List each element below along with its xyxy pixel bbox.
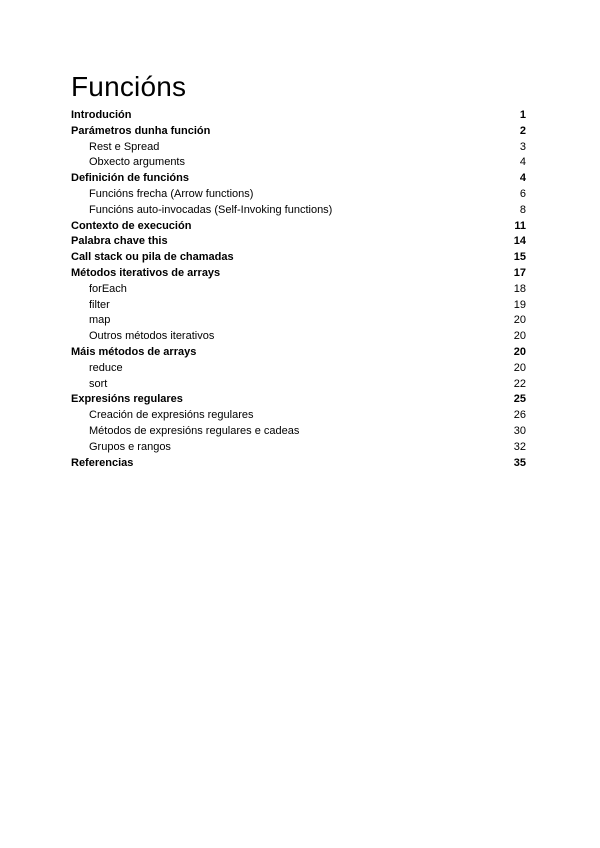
toc-entry[interactable] (71, 250, 526, 266)
toc-entry[interactable] (71, 392, 526, 408)
toc-entry[interactable] (71, 456, 526, 472)
toc-entry[interactable] (71, 124, 526, 140)
toc-page-number: 11 (514, 219, 526, 232)
toc-entry-label: Call stack ou pila de chamadas (71, 251, 234, 264)
toc-entry[interactable] (71, 203, 526, 219)
toc-entry[interactable] (71, 140, 526, 156)
toc-entry[interactable] (71, 313, 526, 329)
toc-entry-label: forEach (89, 282, 127, 295)
toc-entry[interactable] (71, 377, 526, 393)
toc-page-number: 19 (513, 298, 526, 311)
toc-entry-label: Parámetros dunha función (71, 124, 211, 137)
toc-entry[interactable] (71, 329, 526, 345)
toc-page-number: 20 (513, 345, 526, 358)
toc-page-number: 20 (513, 361, 526, 374)
toc-page-number: 17 (513, 266, 526, 279)
toc-entry-label: sort (89, 377, 108, 390)
toc-entry-label: filter (89, 298, 110, 311)
toc-page-number: 1 (519, 109, 526, 121)
toc-page-number: 20 (513, 330, 526, 343)
toc-page-number: 8 (519, 203, 526, 216)
toc-page-number: 4 (519, 172, 526, 185)
toc-page-number: 35 (513, 456, 526, 469)
toc-entry-label: Funcións frecha (Arrow functions) (89, 187, 254, 200)
toc-entry[interactable] (71, 282, 526, 298)
toc-entry[interactable] (71, 234, 526, 250)
toc-entry[interactable] (71, 155, 526, 171)
toc-entry-label: map (89, 314, 111, 327)
toc-entry-label: Referencias (71, 456, 134, 469)
toc-entry-label: Outros métodos iterativos (89, 330, 215, 343)
toc-entry-label: Obxecto arguments (89, 156, 185, 169)
toc-entry[interactable] (71, 108, 526, 124)
toc-page-number: 6 (519, 187, 526, 200)
toc-entry-label: Contexto de execución (71, 219, 192, 232)
toc-entry-label: Métodos iterativos de arrays (71, 266, 221, 279)
toc-entry[interactable] (71, 345, 526, 361)
toc-entry[interactable] (71, 266, 526, 282)
toc-page-number: 30 (513, 424, 526, 437)
toc-entry[interactable] (71, 440, 526, 456)
toc-page-number: 15 (513, 251, 526, 264)
toc-page-number: 14 (513, 235, 526, 248)
toc-entry[interactable] (71, 171, 526, 187)
toc-page-number: 26 (513, 409, 526, 422)
toc-entry[interactable] (71, 187, 526, 203)
toc-page-number: 20 (513, 314, 526, 327)
document-title: Funcións (71, 71, 187, 102)
toc-entry-label: reduce (89, 361, 123, 374)
toc-entry-label: Rest e Spread (89, 140, 160, 153)
toc-entry-label: Introdución (71, 109, 132, 121)
toc-entry[interactable] (71, 424, 526, 440)
toc-page-number: 4 (519, 156, 526, 169)
toc-entry-label: Creación de expresións regulares (89, 409, 254, 422)
toc-page-number: 25 (513, 393, 526, 406)
toc-entry[interactable] (71, 298, 526, 314)
toc-entry[interactable] (71, 361, 526, 377)
toc-entry-label: Expresións regulares (71, 393, 183, 406)
toc-entry-label: Máis métodos de arrays (71, 345, 197, 358)
toc-page-number: 3 (519, 140, 526, 153)
toc-entry-label: Funcións auto-invocadas (Self-Invoking functions) (89, 203, 333, 216)
toc-entry-label: Definición de funcións (71, 172, 189, 185)
toc-page-number: 2 (519, 124, 526, 137)
toc-entry[interactable] (71, 219, 526, 235)
toc-entry-label: Grupos e rangos (89, 440, 171, 453)
toc-entry-label: Métodos de expresións regulares e cadeas (89, 424, 300, 437)
toc-page-number: 18 (513, 282, 526, 295)
toc-page-number: 32 (513, 440, 526, 453)
table-of-contents (71, 108, 526, 471)
toc-entry-label: Palabra chave this (71, 235, 168, 248)
toc-entry[interactable] (71, 408, 526, 424)
toc-page-number: 22 (513, 377, 526, 390)
